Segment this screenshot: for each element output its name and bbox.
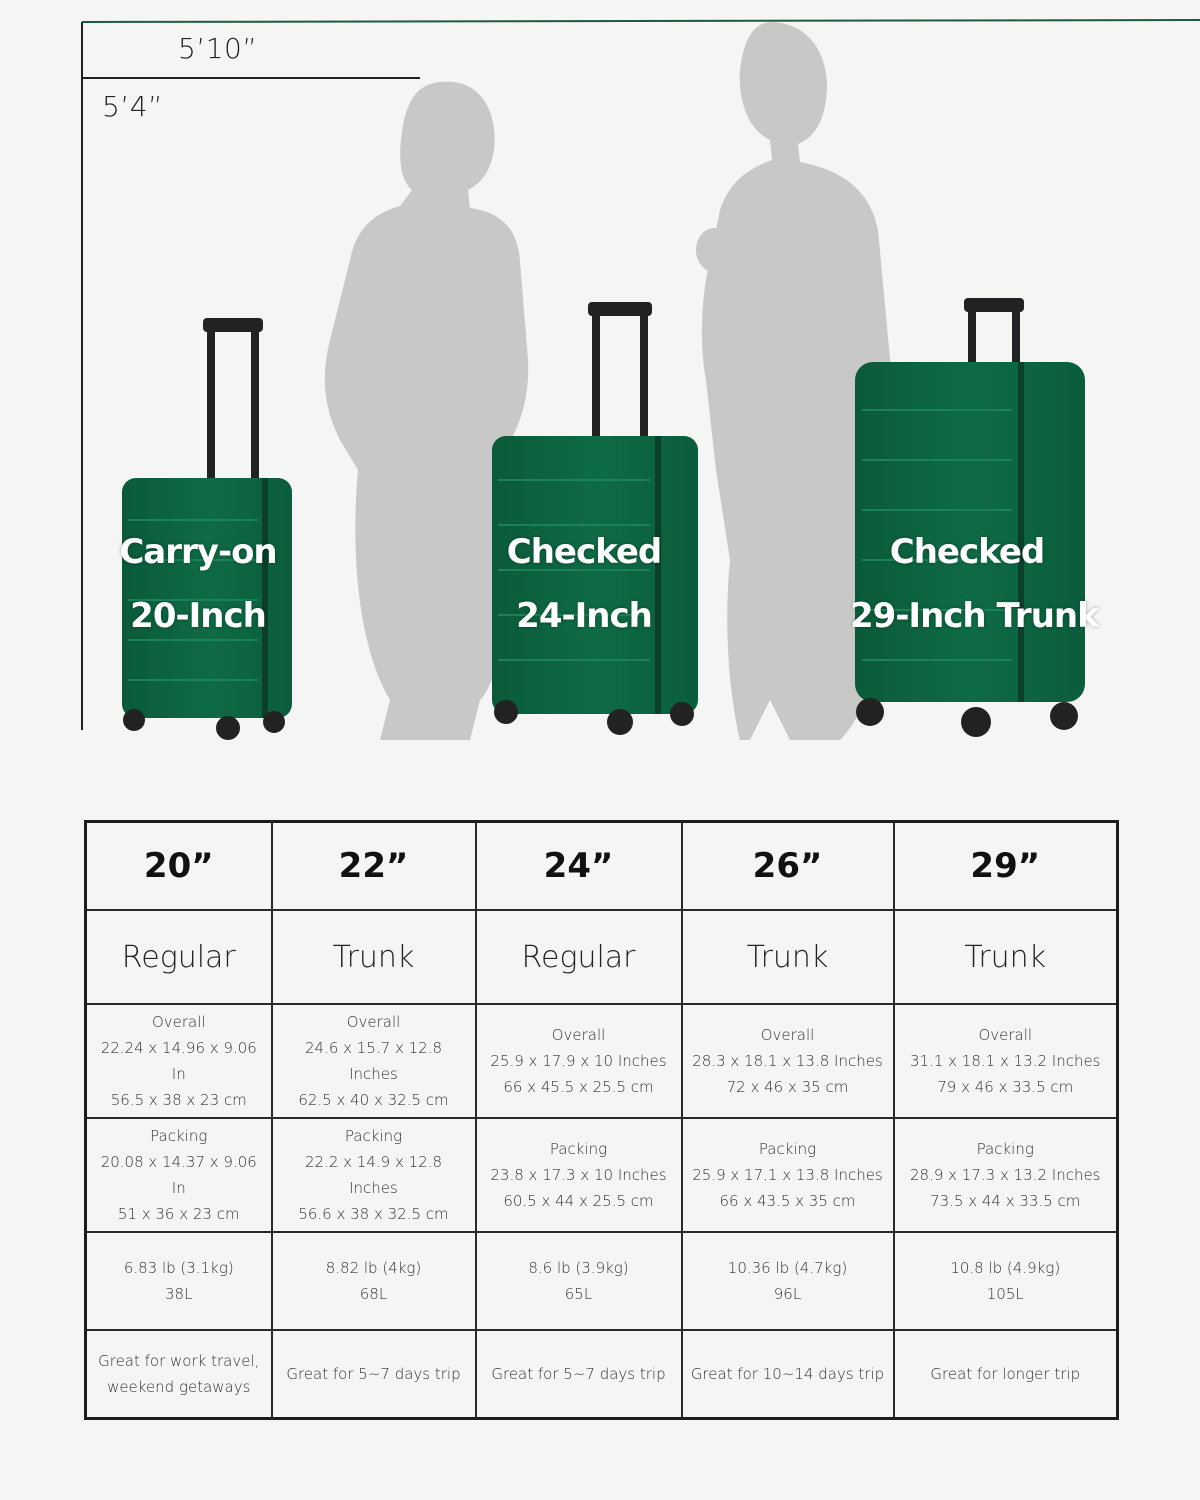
capacity-value: 96L [773,1285,802,1303]
size-cell: 24” [476,822,682,911]
packing-cell [86,1118,272,1232]
usage-cell [894,1330,1118,1419]
caption-line2: 20-Inch [130,596,266,636]
luggage-caption-24 [496,520,672,648]
overall-inches: 31.1 x 18.1 x 13.2 Inches [909,1052,1101,1070]
usage-cell [682,1330,894,1419]
luggage-caption-29 [850,520,1099,648]
usage-row [86,1330,1118,1419]
weight-value: 10.36 lb (4.7kg) [727,1259,848,1277]
style-row [86,910,1118,1004]
luggage-caption-20 [118,520,278,648]
packing-cell [894,1118,1118,1232]
style-cell: Trunk [682,910,894,1004]
packing-cell [272,1118,476,1232]
packing-cm: 60.5 x 44 x 25.5 cm [503,1192,654,1210]
overall-cm: 62.5 x 40 x 32.5 cm [298,1091,449,1109]
short-height-label: 5’4” [102,90,164,123]
overall-label: Overall [551,1026,606,1044]
packing-cm: 56.6 x 38 x 32.5 cm [298,1205,449,1223]
capacity-value: 68L [359,1285,388,1303]
packing-inches: 28.9 x 17.3 x 13.2 Inches [909,1166,1101,1184]
size-cell: 26” [682,822,894,911]
weight-cell [894,1232,1118,1330]
overall-inches: 25.9 x 17.9 x 10 Inches [490,1052,667,1070]
weight-capacity-row [86,1232,1118,1330]
overall-cm: 72 x 46 x 35 cm [726,1078,849,1096]
packing-dimensions-row [86,1118,1118,1232]
caption-line1: Checked [506,532,662,572]
packing-cell [476,1118,682,1232]
size-row [86,822,1118,911]
spec-table [84,820,1119,1420]
tall-height-label: 5’10” [178,32,258,65]
overall-label: Overall [760,1026,815,1044]
usage-cell [476,1330,682,1419]
packing-cm: 73.5 x 44 x 33.5 cm [930,1192,1081,1210]
tall-height-line [82,20,1200,22]
checked-29-inch-trunk-luggage [855,298,1085,737]
weight-value: 8.6 lb (3.9kg) [528,1259,629,1277]
weight-cell [272,1232,476,1330]
size-cell: 20” [86,822,272,911]
packing-cell [682,1118,894,1232]
usage-line1: Great for longer trip [930,1365,1081,1383]
capacity-value: 105L [986,1285,1024,1303]
usage-line1: Great for work travel, [98,1352,260,1370]
usage-line2: weekend getaways [107,1378,251,1396]
weight-cell [682,1232,894,1330]
packing-inches: 20.08 x 14.37 x 9.06 In [100,1153,257,1197]
packing-label: Packing [150,1127,208,1145]
overall-cell [476,1004,682,1118]
usage-cell [86,1330,272,1419]
caption-line1: Carry-on [119,532,277,572]
overall-label: Overall [151,1013,206,1031]
weight-value: 6.83 lb (3.1kg) [123,1259,234,1277]
overall-label: Overall [346,1013,401,1031]
capacity-value: 65L [564,1285,593,1303]
caption-line1: Checked [889,532,1045,572]
overall-cm: 79 x 46 x 33.5 cm [937,1078,1074,1096]
packing-label: Packing [976,1140,1034,1158]
packing-inches: 22.2 x 14.9 x 12.8 Inches [304,1153,443,1197]
overall-inches: 28.3 x 18.1 x 13.8 Inches [692,1052,883,1070]
overall-inches: 24.6 x 15.7 x 12.8 Inches [304,1039,443,1083]
usage-line1: Great for 10~14 days trip [690,1365,885,1383]
capacity-value: 38L [165,1285,193,1303]
overall-label: Overall [978,1026,1033,1044]
packing-label: Packing [344,1127,403,1145]
packing-label: Packing [549,1140,608,1158]
style-cell: Trunk [894,910,1118,1004]
size-cell: 29” [894,822,1118,911]
overall-cm: 66 x 45.5 x 25.5 cm [503,1078,654,1096]
weight-cell [476,1232,682,1330]
usage-cell [272,1330,476,1419]
usage-line1: Great for 5~7 days trip [491,1365,666,1383]
style-cell: Regular [86,910,272,1004]
overall-cell [272,1004,476,1118]
caption-line2: 24-Inch [516,596,652,636]
usage-line1: Great for 5~7 days trip [286,1365,461,1383]
packing-label: Packing [758,1140,817,1158]
weight-value: 8.82 lb (4kg) [325,1259,422,1277]
packing-inches: 25.9 x 17.1 x 13.8 Inches [692,1166,883,1184]
overall-dimensions-row [86,1004,1118,1118]
packing-cm: 66 x 43.5 x 35 cm [719,1192,856,1210]
size-cell: 22” [272,822,476,911]
overall-cm: 56.5 x 38 x 23 cm [110,1091,247,1109]
overall-cell [894,1004,1118,1118]
style-cell: Trunk [272,910,476,1004]
weight-cell [86,1232,272,1330]
overall-cell [86,1004,272,1118]
packing-cm: 51 x 36 x 23 cm [117,1205,240,1223]
caption-line2: 29-Inch Trunk [850,596,1099,636]
overall-inches: 22.24 x 14.96 x 9.06 In [100,1039,257,1083]
overall-cell [682,1004,894,1118]
style-cell: Regular [476,910,682,1004]
weight-value: 10.8 lb (4.9kg) [950,1259,1061,1277]
packing-inches: 23.8 x 17.3 x 10 Inches [490,1166,667,1184]
